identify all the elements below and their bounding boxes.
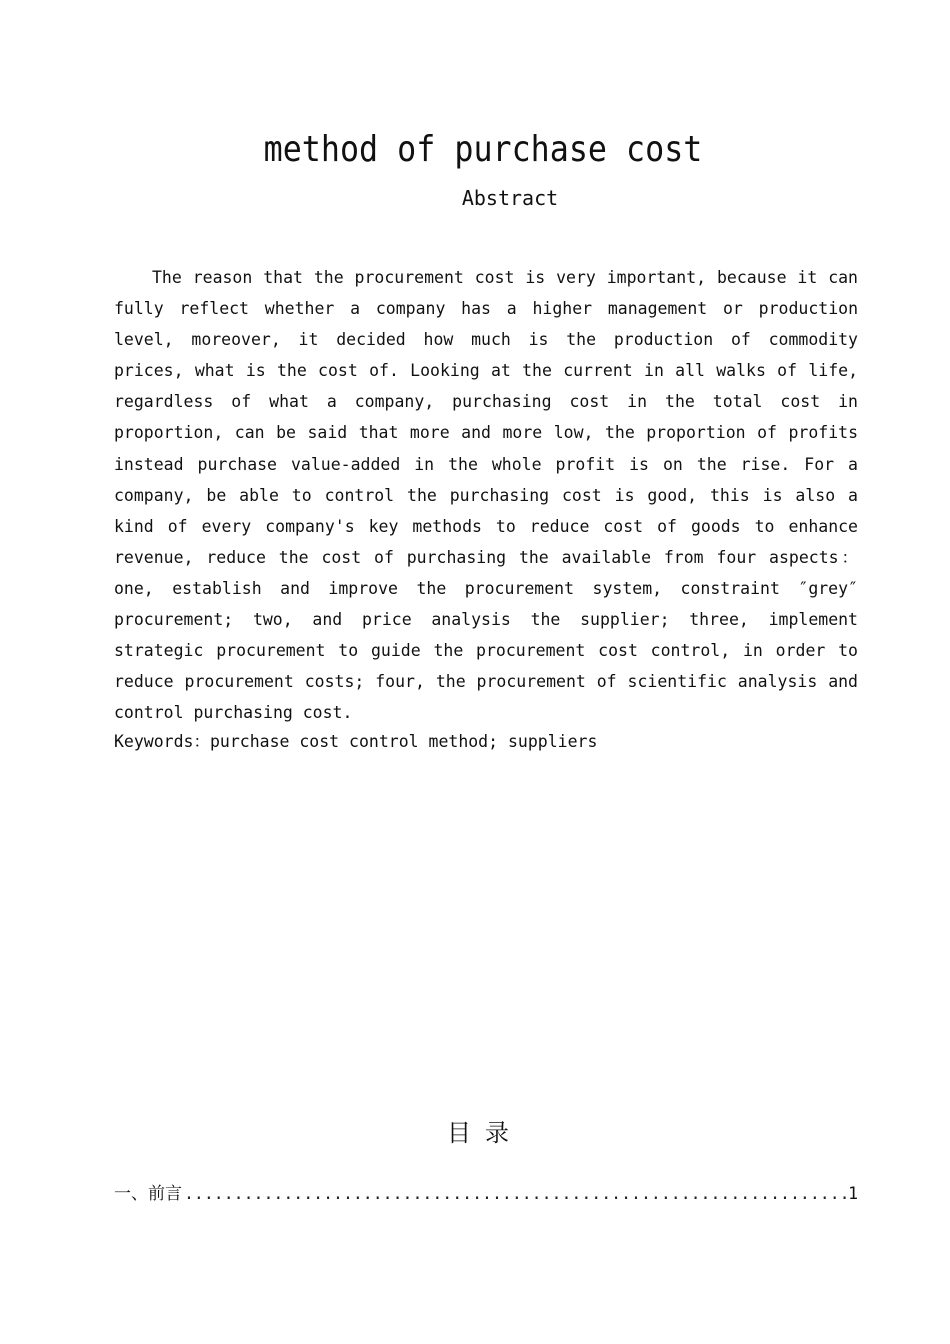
toc-entry-label: 一、前言 [114, 1184, 182, 1204]
toc-entry-page: 1 [848, 1184, 858, 1203]
abstract-heading: Abstract [461, 186, 559, 210]
toc-entry[interactable] [114, 1180, 858, 1208]
abstract-body: The reason that the procurement cost is very important, because it can fully reflect whether a company has a higher management or production level, moreover, it decided how much is the production of commodity prices, what is the cost of. Looking at the current in all walks of life, regardless of what a company, purchasing cost in the total cost in proportion, can be said that more and more low, the proportion of profits instead purchase value-added in the whole profit is on the rise. For a company, be able to control the purchasing cost is good, this is also a kind of every company's key methods to reduce cost of goods to enhance revenue, reduce the cost of purchasing the available from four aspects： one, establish and improve the procurement system, constraint ″grey″ procurement; two, and price analysis the supplier; three, implement strategic procurement to guide the procurement cost control, in order to reduce procurement costs; four, the procurement of scientific analysis and control purchasing cost. [114, 268, 858, 723]
toc-heading: 目录 [447, 1119, 523, 1147]
document-title: method of purchase cost [263, 129, 703, 170]
toc-leader-dots [184, 1180, 846, 1208]
keywords-line: Keywords：purchase cost control method; suppliers [114, 732, 598, 751]
